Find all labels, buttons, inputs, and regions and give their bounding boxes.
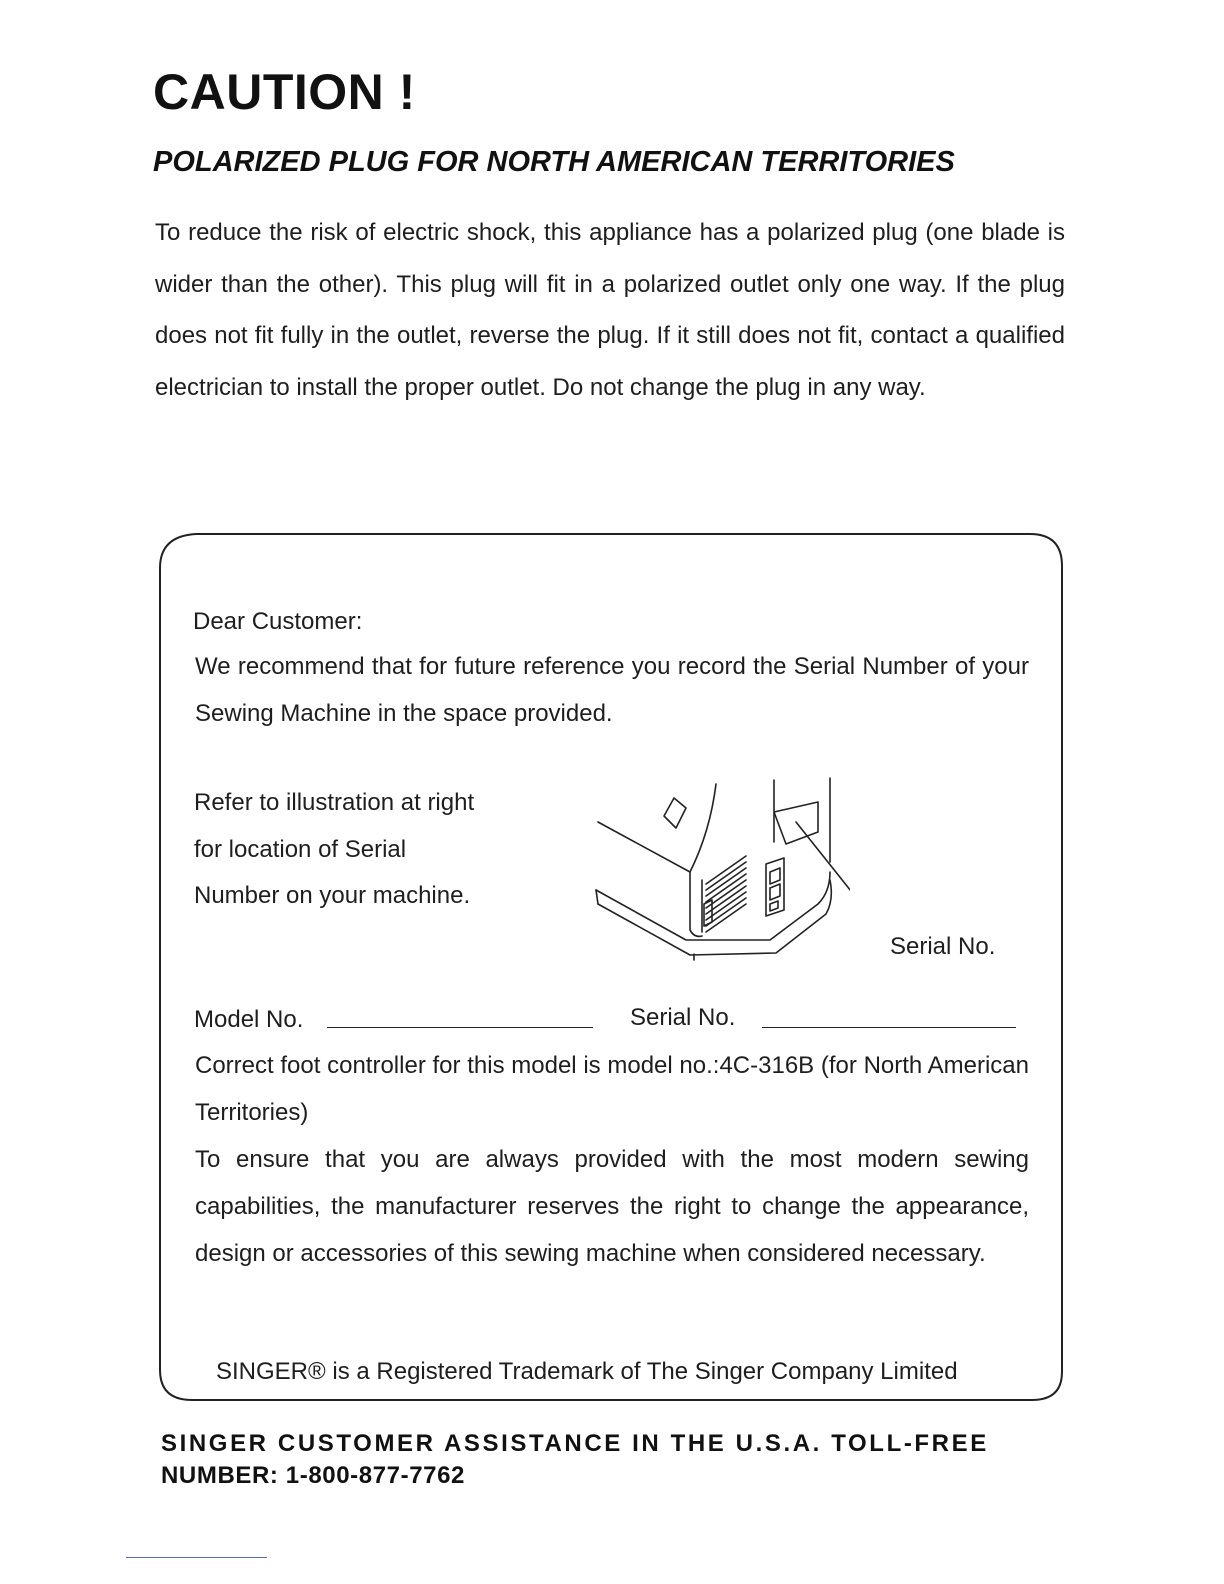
illustration-serial-label: Serial No. <box>890 933 996 960</box>
refer-line: Number on your machine. <box>194 882 471 909</box>
sewing-machine-illustration <box>590 772 850 967</box>
model-no-label: Model No. <box>194 1006 304 1033</box>
refer-text <box>194 780 564 920</box>
serial-no-field[interactable] <box>762 1027 1016 1028</box>
caution-subtitle: POLARIZED PLUG FOR NORTH AMERICAN TERRITORIES <box>153 146 955 178</box>
caution-body: To reduce the risk of electric shock, this appliance has a polarized plug (one blade is wider than the other). This plug will fit in a polarized outlet only one way. If the plug does not fit fully in the outlet, reverse the plug. If it still does not fit, contact a qualified electrician to install the proper outlet. Do not change the plug in any way. <box>155 219 1065 401</box>
page-rule <box>126 1557 267 1558</box>
recommend-text: We recommend that for future reference you record the Serial Number of your Sewing Machine in the space provided. <box>195 653 1029 727</box>
greeting-text: Dear Customer: <box>193 608 363 635</box>
foot-controller-text: Correct foot controller for this model is model no.:4C-316B (for North American Territories) <box>195 1052 1029 1126</box>
customer-assistance <box>161 1428 1065 1492</box>
toll-free-number: NUMBER: 1-800-877-7762 <box>161 1462 465 1489</box>
serial-no-label: Serial No. <box>630 1004 736 1031</box>
customer-assistance-line: SINGER CUSTOMER ASSISTANCE IN THE U.S.A. TOLL-FREE <box>161 1430 989 1457</box>
caution-title: CAUTION ! <box>153 64 416 120</box>
refer-line: Refer to illustration at right <box>194 789 475 816</box>
model-no-field[interactable] <box>327 1027 593 1028</box>
trademark-text: SINGER® is a Registered Trademark of The Singer Company Limited <box>216 1358 958 1385</box>
refer-line: for location of Serial <box>194 835 407 863</box>
manufacturer-note: To ensure that you are always provided with the most modern sewing capabilities, the manufacturer reserves the right to change the appearance, design or accessories of this sewing machine when considered necessary. <box>195 1146 1029 1267</box>
